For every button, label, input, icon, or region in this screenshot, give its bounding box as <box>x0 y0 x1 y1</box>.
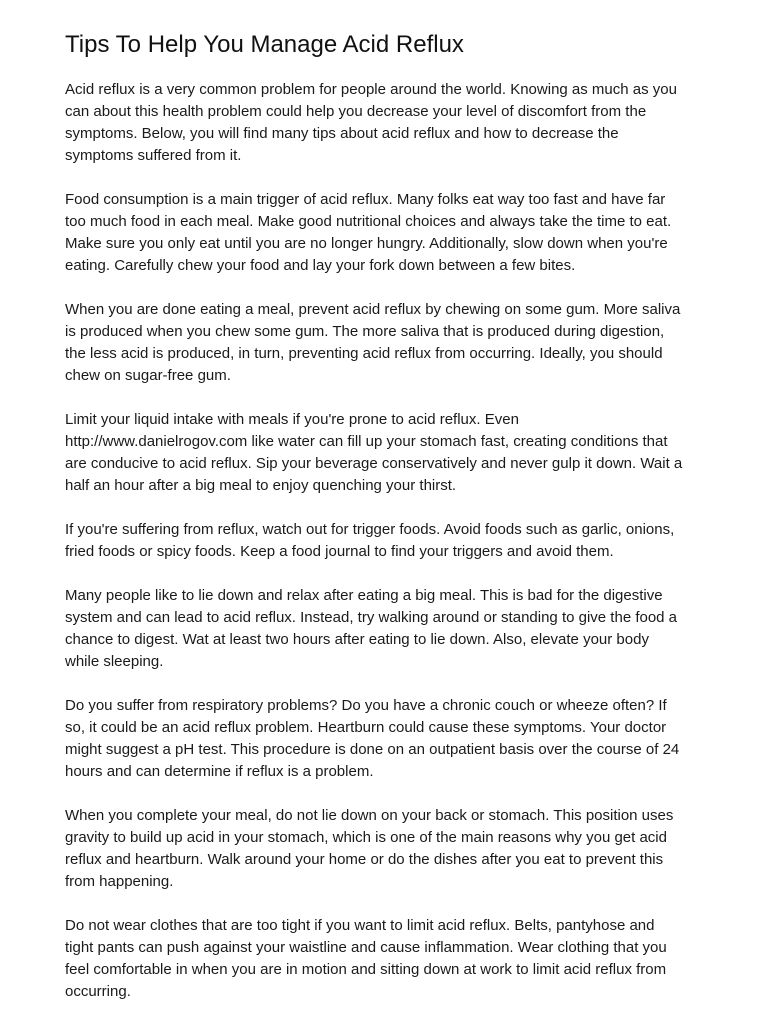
paragraph <box>65 519 710 563</box>
paragraph-line: while sleeping. <box>65 653 164 670</box>
paragraph <box>65 299 710 387</box>
paragraph-line: is produced when you chew some gum. The more saliva that is produced during digestion, <box>65 323 665 340</box>
document-body <box>65 79 710 1025</box>
paragraph <box>65 915 710 1003</box>
paragraph-line: too much food in each meal. Make good nutritional choices and always take the time to eat. <box>65 213 672 230</box>
paragraph-line: the less acid is produced, in turn, preventing acid reflux from occurring. Ideally, you should <box>65 345 663 362</box>
paragraph-line: chew on sugar-free gum. <box>65 367 231 384</box>
paragraph-line: might suggest a pH test. This procedure is done on an outpatient basis over the course of 24 <box>65 741 680 758</box>
paragraph-line: occurring. <box>65 983 131 1000</box>
paragraph-line: symptoms suffered from it. <box>65 147 242 164</box>
paragraph-line: Do you suffer from respiratory problems? Do you have a chronic couch or wheeze often? If <box>65 697 667 714</box>
paragraph <box>65 189 710 277</box>
paragraph-line: tight pants can push against your waistline and cause inflammation. Wear clothing that you <box>65 939 667 956</box>
paragraph-line: symptoms. Below, you will find many tips about acid reflux and how to decrease the <box>65 125 619 142</box>
paragraph-line: are conducive to acid reflux. Sip your beverage conservatively and never gulp it down. Wait a <box>65 455 683 472</box>
paragraph-line: so, it could be an acid reflux problem. Heartburn could cause these symptoms. Your doctor <box>65 719 667 736</box>
paragraph-line: http://www.danielrogov.com like water can fill up your stomach fast, creating conditions that <box>65 433 668 450</box>
paragraph <box>65 409 710 497</box>
paragraph-line: hours and can determine if reflux is a problem. <box>65 763 374 780</box>
paragraph-line: Food consumption is a main trigger of acid reflux. Many folks eat way too fast and have far <box>65 191 666 208</box>
paragraph-line: Acid reflux is a very common problem for people around the world. Knowing as much as you <box>65 81 677 98</box>
paragraph-line: can about this health problem could help you decrease your level of discomfort from the <box>65 103 647 120</box>
paragraph-line: chance to digest. Wat at least two hours after eating to lie down. Also, elevate your body <box>65 631 649 648</box>
page-title: Tips To Help You Manage Acid Reflux <box>65 31 464 58</box>
paragraph-line: reflux and heartburn. Walk around your home or do the dishes after you eat to prevent this <box>65 851 664 868</box>
paragraph-line: gravity to build up acid in your stomach, which is one of the main reasons why you get acid <box>65 829 667 846</box>
paragraph-line: When you complete your meal, do not lie down on your back or stomach. This position uses <box>65 807 674 824</box>
paragraph-line: Make sure you only eat until you are no longer hungry. Additionally, slow down when you're <box>65 235 668 252</box>
paragraph <box>65 79 710 167</box>
paragraph-line: system and can lead to acid reflux. Instead, try walking around or standing to give the food a <box>65 609 678 626</box>
paragraph-line: eating. Carefully chew your food and lay your fork down between a few bites. <box>65 257 576 274</box>
paragraph-line: When you are done eating a meal, prevent acid reflux by chewing on some gum. More saliva <box>65 301 681 318</box>
paragraph-line: Do not wear clothes that are too tight if you want to limit acid reflux. Belts, pantyhose and <box>65 917 655 934</box>
paragraph <box>65 805 710 893</box>
paragraph-line: If you're suffering from reflux, watch out for trigger foods. Avoid foods such as garlic, onions, <box>65 521 675 538</box>
paragraph <box>65 695 710 783</box>
paragraph-line: feel comfortable in when you are in motion and sitting down at work to limit acid reflux from <box>65 961 667 978</box>
paragraph-line: Limit your liquid intake with meals if you're prone to acid reflux. Even <box>65 411 519 428</box>
paragraph-line: Many people like to lie down and relax after eating a big meal. This is bad for the digestive <box>65 587 663 604</box>
paragraph <box>65 585 710 673</box>
paragraph-line: half an hour after a big meal to enjoy quenching your thirst. <box>65 477 457 494</box>
paragraph-line: from happening. <box>65 873 174 890</box>
paragraph-line: fried foods or spicy foods. Keep a food journal to find your triggers and avoid them. <box>65 543 614 560</box>
